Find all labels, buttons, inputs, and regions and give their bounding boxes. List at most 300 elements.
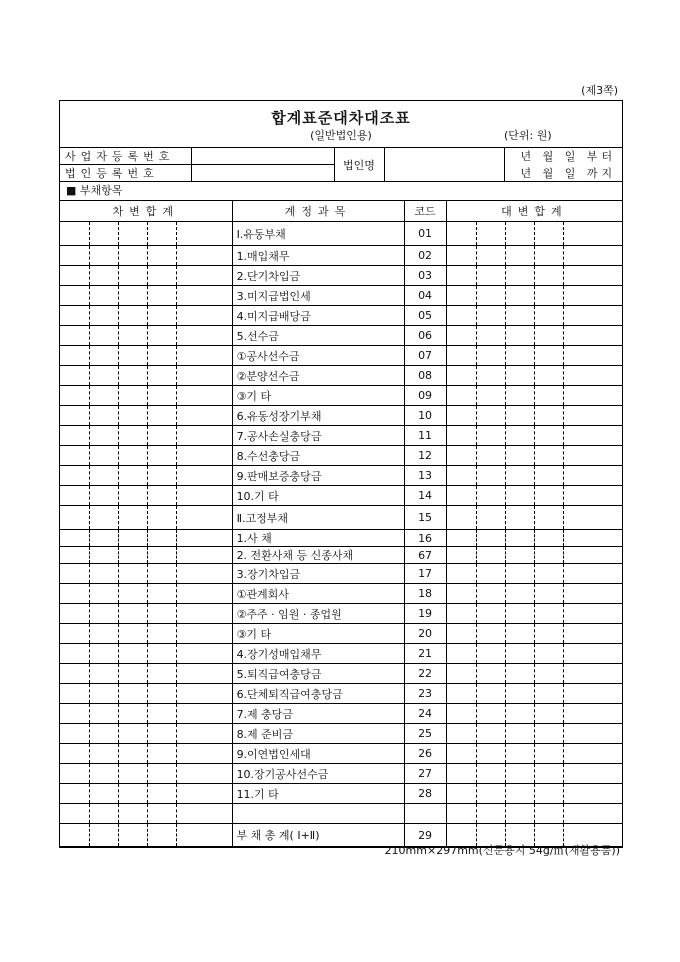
credit-amount-cell[interactable] bbox=[534, 446, 563, 466]
credit-amount-cell[interactable] bbox=[563, 286, 622, 306]
credit-amount-cell[interactable] bbox=[446, 446, 476, 466]
credit-amount-cell[interactable] bbox=[505, 664, 534, 684]
credit-amount-cell[interactable] bbox=[446, 386, 476, 406]
debit-amount-cell[interactable] bbox=[118, 266, 147, 286]
credit-amount-cell[interactable] bbox=[534, 426, 563, 446]
debit-amount-cell[interactable] bbox=[118, 366, 147, 386]
debit-amount-cell[interactable] bbox=[89, 326, 118, 346]
debit-amount-cell[interactable] bbox=[118, 584, 147, 604]
debit-amount-cell[interactable] bbox=[118, 724, 147, 744]
debit-amount-cell[interactable] bbox=[89, 824, 118, 847]
credit-amount-cell[interactable] bbox=[476, 624, 505, 644]
debit-amount-cell[interactable] bbox=[147, 624, 176, 644]
credit-amount-cell[interactable] bbox=[534, 266, 563, 286]
debit-amount-cell[interactable] bbox=[118, 684, 147, 704]
debit-amount-cell[interactable] bbox=[60, 486, 89, 506]
credit-amount-cell[interactable] bbox=[534, 564, 563, 584]
credit-amount-cell[interactable] bbox=[476, 704, 505, 724]
debit-amount-cell[interactable] bbox=[176, 530, 232, 547]
debit-amount-cell[interactable] bbox=[176, 704, 232, 724]
debit-amount-cell[interactable] bbox=[89, 386, 118, 406]
debit-amount-cell[interactable] bbox=[60, 784, 89, 804]
debit-amount-cell[interactable] bbox=[147, 724, 176, 744]
debit-amount-cell[interactable] bbox=[89, 644, 118, 664]
credit-amount-cell[interactable] bbox=[476, 564, 505, 584]
credit-amount-cell[interactable] bbox=[446, 604, 476, 624]
business-reg-field[interactable] bbox=[191, 148, 334, 165]
credit-amount-cell[interactable] bbox=[505, 784, 534, 804]
credit-amount-cell[interactable] bbox=[505, 486, 534, 506]
credit-amount-cell[interactable] bbox=[563, 446, 622, 466]
credit-amount-cell[interactable] bbox=[505, 346, 534, 366]
debit-amount-cell[interactable] bbox=[147, 486, 176, 506]
debit-amount-cell[interactable] bbox=[176, 466, 232, 486]
debit-amount-cell[interactable] bbox=[60, 824, 89, 847]
debit-amount-cell[interactable] bbox=[118, 624, 147, 644]
debit-amount-cell[interactable] bbox=[89, 804, 118, 824]
debit-amount-cell[interactable] bbox=[118, 547, 147, 564]
credit-amount-cell[interactable] bbox=[476, 266, 505, 286]
debit-amount-cell[interactable] bbox=[89, 286, 118, 306]
credit-amount-cell[interactable] bbox=[446, 624, 476, 644]
debit-amount-cell[interactable] bbox=[60, 564, 89, 584]
credit-amount-cell[interactable] bbox=[446, 306, 476, 326]
debit-amount-cell[interactable] bbox=[147, 426, 176, 446]
debit-amount-cell[interactable] bbox=[118, 222, 147, 246]
credit-amount-cell[interactable] bbox=[563, 246, 622, 266]
credit-amount-cell[interactable] bbox=[534, 326, 563, 346]
debit-amount-cell[interactable] bbox=[89, 664, 118, 684]
debit-amount-cell[interactable] bbox=[147, 704, 176, 724]
debit-amount-cell[interactable] bbox=[176, 604, 232, 624]
credit-amount-cell[interactable] bbox=[446, 724, 476, 744]
debit-amount-cell[interactable] bbox=[60, 530, 89, 547]
debit-amount-cell[interactable] bbox=[60, 306, 89, 326]
debit-amount-cell[interactable] bbox=[89, 704, 118, 724]
debit-amount-cell[interactable] bbox=[147, 406, 176, 426]
credit-amount-cell[interactable] bbox=[563, 366, 622, 386]
credit-amount-cell[interactable] bbox=[446, 506, 476, 530]
debit-amount-cell[interactable] bbox=[176, 386, 232, 406]
credit-amount-cell[interactable] bbox=[505, 506, 534, 530]
debit-amount-cell[interactable] bbox=[60, 366, 89, 386]
credit-amount-cell[interactable] bbox=[476, 222, 505, 246]
debit-amount-cell[interactable] bbox=[60, 326, 89, 346]
debit-amount-cell[interactable] bbox=[118, 824, 147, 847]
credit-amount-cell[interactable] bbox=[446, 684, 476, 704]
debit-amount-cell[interactable] bbox=[89, 266, 118, 286]
credit-amount-cell[interactable] bbox=[534, 406, 563, 426]
credit-amount-cell[interactable] bbox=[563, 624, 622, 644]
debit-amount-cell[interactable] bbox=[118, 744, 147, 764]
debit-amount-cell[interactable] bbox=[176, 824, 232, 847]
debit-amount-cell[interactable] bbox=[147, 530, 176, 547]
credit-amount-cell[interactable] bbox=[505, 564, 534, 584]
debit-amount-cell[interactable] bbox=[60, 724, 89, 744]
credit-amount-cell[interactable] bbox=[505, 466, 534, 486]
credit-amount-cell[interactable] bbox=[476, 426, 505, 446]
credit-amount-cell[interactable] bbox=[534, 466, 563, 486]
credit-amount-cell[interactable] bbox=[505, 326, 534, 346]
credit-amount-cell[interactable] bbox=[534, 486, 563, 506]
credit-amount-cell[interactable] bbox=[476, 744, 505, 764]
credit-amount-cell[interactable] bbox=[534, 744, 563, 764]
credit-amount-cell[interactable] bbox=[563, 547, 622, 564]
debit-amount-cell[interactable] bbox=[118, 346, 147, 366]
credit-amount-cell[interactable] bbox=[505, 804, 534, 824]
debit-amount-cell[interactable] bbox=[176, 644, 232, 664]
debit-amount-cell[interactable] bbox=[89, 530, 118, 547]
debit-amount-cell[interactable] bbox=[89, 222, 118, 246]
debit-amount-cell[interactable] bbox=[89, 724, 118, 744]
credit-amount-cell[interactable] bbox=[534, 246, 563, 266]
debit-amount-cell[interactable] bbox=[89, 764, 118, 784]
credit-amount-cell[interactable] bbox=[563, 406, 622, 426]
debit-amount-cell[interactable] bbox=[176, 764, 232, 784]
credit-amount-cell[interactable] bbox=[505, 446, 534, 466]
debit-amount-cell[interactable] bbox=[147, 222, 176, 246]
debit-amount-cell[interactable] bbox=[60, 426, 89, 446]
debit-amount-cell[interactable] bbox=[147, 386, 176, 406]
credit-amount-cell[interactable] bbox=[505, 246, 534, 266]
credit-amount-cell[interactable] bbox=[476, 446, 505, 466]
credit-amount-cell[interactable] bbox=[476, 366, 505, 386]
credit-amount-cell[interactable] bbox=[534, 346, 563, 366]
debit-amount-cell[interactable] bbox=[118, 486, 147, 506]
debit-amount-cell[interactable] bbox=[176, 326, 232, 346]
credit-amount-cell[interactable] bbox=[563, 764, 622, 784]
credit-amount-cell[interactable] bbox=[563, 486, 622, 506]
debit-amount-cell[interactable] bbox=[60, 704, 89, 724]
credit-amount-cell[interactable] bbox=[446, 764, 476, 784]
credit-amount-cell[interactable] bbox=[446, 266, 476, 286]
credit-amount-cell[interactable] bbox=[446, 704, 476, 724]
credit-amount-cell[interactable] bbox=[563, 664, 622, 684]
credit-amount-cell[interactable] bbox=[505, 764, 534, 784]
credit-amount-cell[interactable] bbox=[446, 530, 476, 547]
credit-amount-cell[interactable] bbox=[534, 804, 563, 824]
credit-amount-cell[interactable] bbox=[505, 704, 534, 724]
credit-amount-cell[interactable] bbox=[534, 286, 563, 306]
credit-amount-cell[interactable] bbox=[534, 530, 563, 547]
debit-amount-cell[interactable] bbox=[89, 366, 118, 386]
credit-amount-cell[interactable] bbox=[505, 286, 534, 306]
debit-amount-cell[interactable] bbox=[89, 784, 118, 804]
credit-amount-cell[interactable] bbox=[505, 266, 534, 286]
debit-amount-cell[interactable] bbox=[118, 446, 147, 466]
debit-amount-cell[interactable] bbox=[176, 684, 232, 704]
debit-amount-cell[interactable] bbox=[60, 684, 89, 704]
credit-amount-cell[interactable] bbox=[446, 426, 476, 446]
credit-amount-cell[interactable] bbox=[534, 624, 563, 644]
credit-amount-cell[interactable] bbox=[476, 406, 505, 426]
credit-amount-cell[interactable] bbox=[563, 530, 622, 547]
credit-amount-cell[interactable] bbox=[505, 624, 534, 644]
debit-amount-cell[interactable] bbox=[89, 584, 118, 604]
debit-amount-cell[interactable] bbox=[60, 266, 89, 286]
credit-amount-cell[interactable] bbox=[446, 326, 476, 346]
credit-amount-cell[interactable] bbox=[563, 386, 622, 406]
credit-amount-cell[interactable] bbox=[476, 246, 505, 266]
credit-amount-cell[interactable] bbox=[446, 406, 476, 426]
credit-amount-cell[interactable] bbox=[476, 346, 505, 366]
debit-amount-cell[interactable] bbox=[176, 306, 232, 326]
debit-amount-cell[interactable] bbox=[89, 744, 118, 764]
credit-amount-cell[interactable] bbox=[505, 426, 534, 446]
credit-amount-cell[interactable] bbox=[476, 326, 505, 346]
debit-amount-cell[interactable] bbox=[60, 446, 89, 466]
debit-amount-cell[interactable] bbox=[147, 266, 176, 286]
credit-amount-cell[interactable] bbox=[446, 804, 476, 824]
credit-amount-cell[interactable] bbox=[446, 486, 476, 506]
debit-amount-cell[interactable] bbox=[147, 506, 176, 530]
credit-amount-cell[interactable] bbox=[534, 222, 563, 246]
credit-amount-cell[interactable] bbox=[505, 306, 534, 326]
debit-amount-cell[interactable] bbox=[176, 547, 232, 564]
credit-amount-cell[interactable] bbox=[446, 664, 476, 684]
debit-amount-cell[interactable] bbox=[60, 764, 89, 784]
credit-amount-cell[interactable] bbox=[534, 386, 563, 406]
credit-amount-cell[interactable] bbox=[476, 486, 505, 506]
credit-amount-cell[interactable] bbox=[476, 547, 505, 564]
debit-amount-cell[interactable] bbox=[89, 624, 118, 644]
debit-amount-cell[interactable] bbox=[60, 246, 89, 266]
debit-amount-cell[interactable] bbox=[118, 306, 147, 326]
debit-amount-cell[interactable] bbox=[176, 744, 232, 764]
corp-reg-field[interactable] bbox=[191, 165, 334, 182]
credit-amount-cell[interactable] bbox=[476, 804, 505, 824]
debit-amount-cell[interactable] bbox=[147, 764, 176, 784]
debit-amount-cell[interactable] bbox=[118, 564, 147, 584]
credit-amount-cell[interactable] bbox=[446, 744, 476, 764]
credit-amount-cell[interactable] bbox=[563, 306, 622, 326]
debit-amount-cell[interactable] bbox=[118, 326, 147, 346]
debit-amount-cell[interactable] bbox=[118, 530, 147, 547]
credit-amount-cell[interactable] bbox=[476, 584, 505, 604]
credit-amount-cell[interactable] bbox=[505, 530, 534, 547]
debit-amount-cell[interactable] bbox=[89, 466, 118, 486]
credit-amount-cell[interactable] bbox=[446, 466, 476, 486]
credit-amount-cell[interactable] bbox=[505, 406, 534, 426]
debit-amount-cell[interactable] bbox=[118, 604, 147, 624]
debit-amount-cell[interactable] bbox=[176, 564, 232, 584]
credit-amount-cell[interactable] bbox=[505, 584, 534, 604]
credit-amount-cell[interactable] bbox=[534, 584, 563, 604]
debit-amount-cell[interactable] bbox=[118, 804, 147, 824]
credit-amount-cell[interactable] bbox=[446, 366, 476, 386]
credit-amount-cell[interactable] bbox=[534, 664, 563, 684]
debit-amount-cell[interactable] bbox=[60, 547, 89, 564]
debit-amount-cell[interactable] bbox=[147, 604, 176, 624]
debit-amount-cell[interactable] bbox=[60, 466, 89, 486]
debit-amount-cell[interactable] bbox=[89, 446, 118, 466]
credit-amount-cell[interactable] bbox=[476, 604, 505, 624]
debit-amount-cell[interactable] bbox=[60, 644, 89, 664]
credit-amount-cell[interactable] bbox=[563, 222, 622, 246]
debit-amount-cell[interactable] bbox=[60, 664, 89, 684]
debit-amount-cell[interactable] bbox=[147, 366, 176, 386]
credit-amount-cell[interactable] bbox=[563, 684, 622, 704]
debit-amount-cell[interactable] bbox=[118, 286, 147, 306]
debit-amount-cell[interactable] bbox=[118, 764, 147, 784]
credit-amount-cell[interactable] bbox=[476, 306, 505, 326]
debit-amount-cell[interactable] bbox=[60, 804, 89, 824]
credit-amount-cell[interactable] bbox=[476, 530, 505, 547]
debit-amount-cell[interactable] bbox=[147, 326, 176, 346]
debit-amount-cell[interactable] bbox=[60, 406, 89, 426]
debit-amount-cell[interactable] bbox=[89, 486, 118, 506]
credit-amount-cell[interactable] bbox=[534, 366, 563, 386]
credit-amount-cell[interactable] bbox=[446, 584, 476, 604]
debit-amount-cell[interactable] bbox=[147, 466, 176, 486]
debit-amount-cell[interactable] bbox=[118, 704, 147, 724]
debit-amount-cell[interactable] bbox=[176, 366, 232, 386]
debit-amount-cell[interactable] bbox=[118, 386, 147, 406]
debit-amount-cell[interactable] bbox=[147, 744, 176, 764]
debit-amount-cell[interactable] bbox=[176, 506, 232, 530]
debit-amount-cell[interactable] bbox=[60, 386, 89, 406]
debit-amount-cell[interactable] bbox=[147, 804, 176, 824]
debit-amount-cell[interactable] bbox=[147, 246, 176, 266]
debit-amount-cell[interactable] bbox=[147, 584, 176, 604]
debit-amount-cell[interactable] bbox=[60, 744, 89, 764]
credit-amount-cell[interactable] bbox=[534, 704, 563, 724]
debit-amount-cell[interactable] bbox=[60, 604, 89, 624]
debit-amount-cell[interactable] bbox=[60, 346, 89, 366]
credit-amount-cell[interactable] bbox=[563, 744, 622, 764]
credit-amount-cell[interactable] bbox=[563, 804, 622, 824]
credit-amount-cell[interactable] bbox=[505, 684, 534, 704]
credit-amount-cell[interactable] bbox=[446, 547, 476, 564]
debit-amount-cell[interactable] bbox=[60, 624, 89, 644]
credit-amount-cell[interactable] bbox=[534, 724, 563, 744]
debit-amount-cell[interactable] bbox=[147, 286, 176, 306]
debit-amount-cell[interactable] bbox=[147, 306, 176, 326]
debit-amount-cell[interactable] bbox=[176, 784, 232, 804]
debit-amount-cell[interactable] bbox=[118, 406, 147, 426]
credit-amount-cell[interactable] bbox=[563, 704, 622, 724]
credit-amount-cell[interactable] bbox=[563, 784, 622, 804]
credit-amount-cell[interactable] bbox=[505, 547, 534, 564]
credit-amount-cell[interactable] bbox=[534, 684, 563, 704]
credit-amount-cell[interactable] bbox=[563, 644, 622, 664]
credit-amount-cell[interactable] bbox=[476, 664, 505, 684]
credit-amount-cell[interactable] bbox=[476, 386, 505, 406]
credit-amount-cell[interactable] bbox=[534, 547, 563, 564]
debit-amount-cell[interactable] bbox=[176, 724, 232, 744]
debit-amount-cell[interactable] bbox=[89, 346, 118, 366]
debit-amount-cell[interactable] bbox=[118, 664, 147, 684]
debit-amount-cell[interactable] bbox=[176, 584, 232, 604]
credit-amount-cell[interactable] bbox=[476, 466, 505, 486]
debit-amount-cell[interactable] bbox=[176, 222, 232, 246]
debit-amount-cell[interactable] bbox=[89, 426, 118, 446]
debit-amount-cell[interactable] bbox=[89, 684, 118, 704]
debit-amount-cell[interactable] bbox=[147, 346, 176, 366]
credit-amount-cell[interactable] bbox=[563, 326, 622, 346]
debit-amount-cell[interactable] bbox=[147, 644, 176, 664]
debit-amount-cell[interactable] bbox=[89, 564, 118, 584]
debit-amount-cell[interactable] bbox=[147, 564, 176, 584]
corp-name-field[interactable] bbox=[384, 148, 504, 181]
credit-amount-cell[interactable] bbox=[563, 346, 622, 366]
credit-amount-cell[interactable] bbox=[563, 564, 622, 584]
debit-amount-cell[interactable] bbox=[118, 644, 147, 664]
credit-amount-cell[interactable] bbox=[446, 784, 476, 804]
credit-amount-cell[interactable] bbox=[476, 784, 505, 804]
credit-amount-cell[interactable] bbox=[476, 644, 505, 664]
credit-amount-cell[interactable] bbox=[446, 246, 476, 266]
credit-amount-cell[interactable] bbox=[563, 506, 622, 530]
debit-amount-cell[interactable] bbox=[118, 506, 147, 530]
credit-amount-cell[interactable] bbox=[563, 604, 622, 624]
credit-amount-cell[interactable] bbox=[534, 764, 563, 784]
credit-amount-cell[interactable] bbox=[505, 744, 534, 764]
debit-amount-cell[interactable] bbox=[176, 406, 232, 426]
debit-amount-cell[interactable] bbox=[89, 246, 118, 266]
debit-amount-cell[interactable] bbox=[176, 426, 232, 446]
credit-amount-cell[interactable] bbox=[476, 684, 505, 704]
credit-amount-cell[interactable] bbox=[563, 426, 622, 446]
credit-amount-cell[interactable] bbox=[446, 222, 476, 246]
debit-amount-cell[interactable] bbox=[176, 664, 232, 684]
debit-amount-cell[interactable] bbox=[176, 804, 232, 824]
credit-amount-cell[interactable] bbox=[534, 506, 563, 530]
credit-amount-cell[interactable] bbox=[446, 644, 476, 664]
credit-amount-cell[interactable] bbox=[446, 564, 476, 584]
credit-amount-cell[interactable] bbox=[505, 644, 534, 664]
debit-amount-cell[interactable] bbox=[118, 246, 147, 266]
debit-amount-cell[interactable] bbox=[60, 584, 89, 604]
debit-amount-cell[interactable] bbox=[89, 306, 118, 326]
credit-amount-cell[interactable] bbox=[505, 366, 534, 386]
debit-amount-cell[interactable] bbox=[176, 446, 232, 466]
credit-amount-cell[interactable] bbox=[563, 724, 622, 744]
debit-amount-cell[interactable] bbox=[89, 506, 118, 530]
credit-amount-cell[interactable] bbox=[563, 466, 622, 486]
debit-amount-cell[interactable] bbox=[89, 604, 118, 624]
debit-amount-cell[interactable] bbox=[147, 684, 176, 704]
debit-amount-cell[interactable] bbox=[147, 784, 176, 804]
debit-amount-cell[interactable] bbox=[176, 486, 232, 506]
credit-amount-cell[interactable] bbox=[505, 604, 534, 624]
debit-amount-cell[interactable] bbox=[147, 547, 176, 564]
credit-amount-cell[interactable] bbox=[505, 386, 534, 406]
debit-amount-cell[interactable] bbox=[118, 784, 147, 804]
debit-amount-cell[interactable] bbox=[176, 286, 232, 306]
credit-amount-cell[interactable] bbox=[505, 724, 534, 744]
credit-amount-cell[interactable] bbox=[476, 506, 505, 530]
debit-amount-cell[interactable] bbox=[89, 406, 118, 426]
debit-amount-cell[interactable] bbox=[176, 266, 232, 286]
credit-amount-cell[interactable] bbox=[534, 306, 563, 326]
credit-amount-cell[interactable] bbox=[476, 286, 505, 306]
credit-amount-cell[interactable] bbox=[446, 346, 476, 366]
debit-amount-cell[interactable] bbox=[176, 246, 232, 266]
credit-amount-cell[interactable] bbox=[476, 724, 505, 744]
credit-amount-cell[interactable] bbox=[534, 644, 563, 664]
credit-amount-cell[interactable] bbox=[534, 784, 563, 804]
credit-amount-cell[interactable] bbox=[476, 764, 505, 784]
debit-amount-cell[interactable] bbox=[60, 286, 89, 306]
debit-amount-cell[interactable] bbox=[176, 624, 232, 644]
debit-amount-cell[interactable] bbox=[60, 506, 89, 530]
debit-amount-cell[interactable] bbox=[147, 446, 176, 466]
debit-amount-cell[interactable] bbox=[147, 664, 176, 684]
credit-amount-cell[interactable] bbox=[534, 604, 563, 624]
credit-amount-cell[interactable] bbox=[563, 584, 622, 604]
debit-amount-cell[interactable] bbox=[118, 466, 147, 486]
